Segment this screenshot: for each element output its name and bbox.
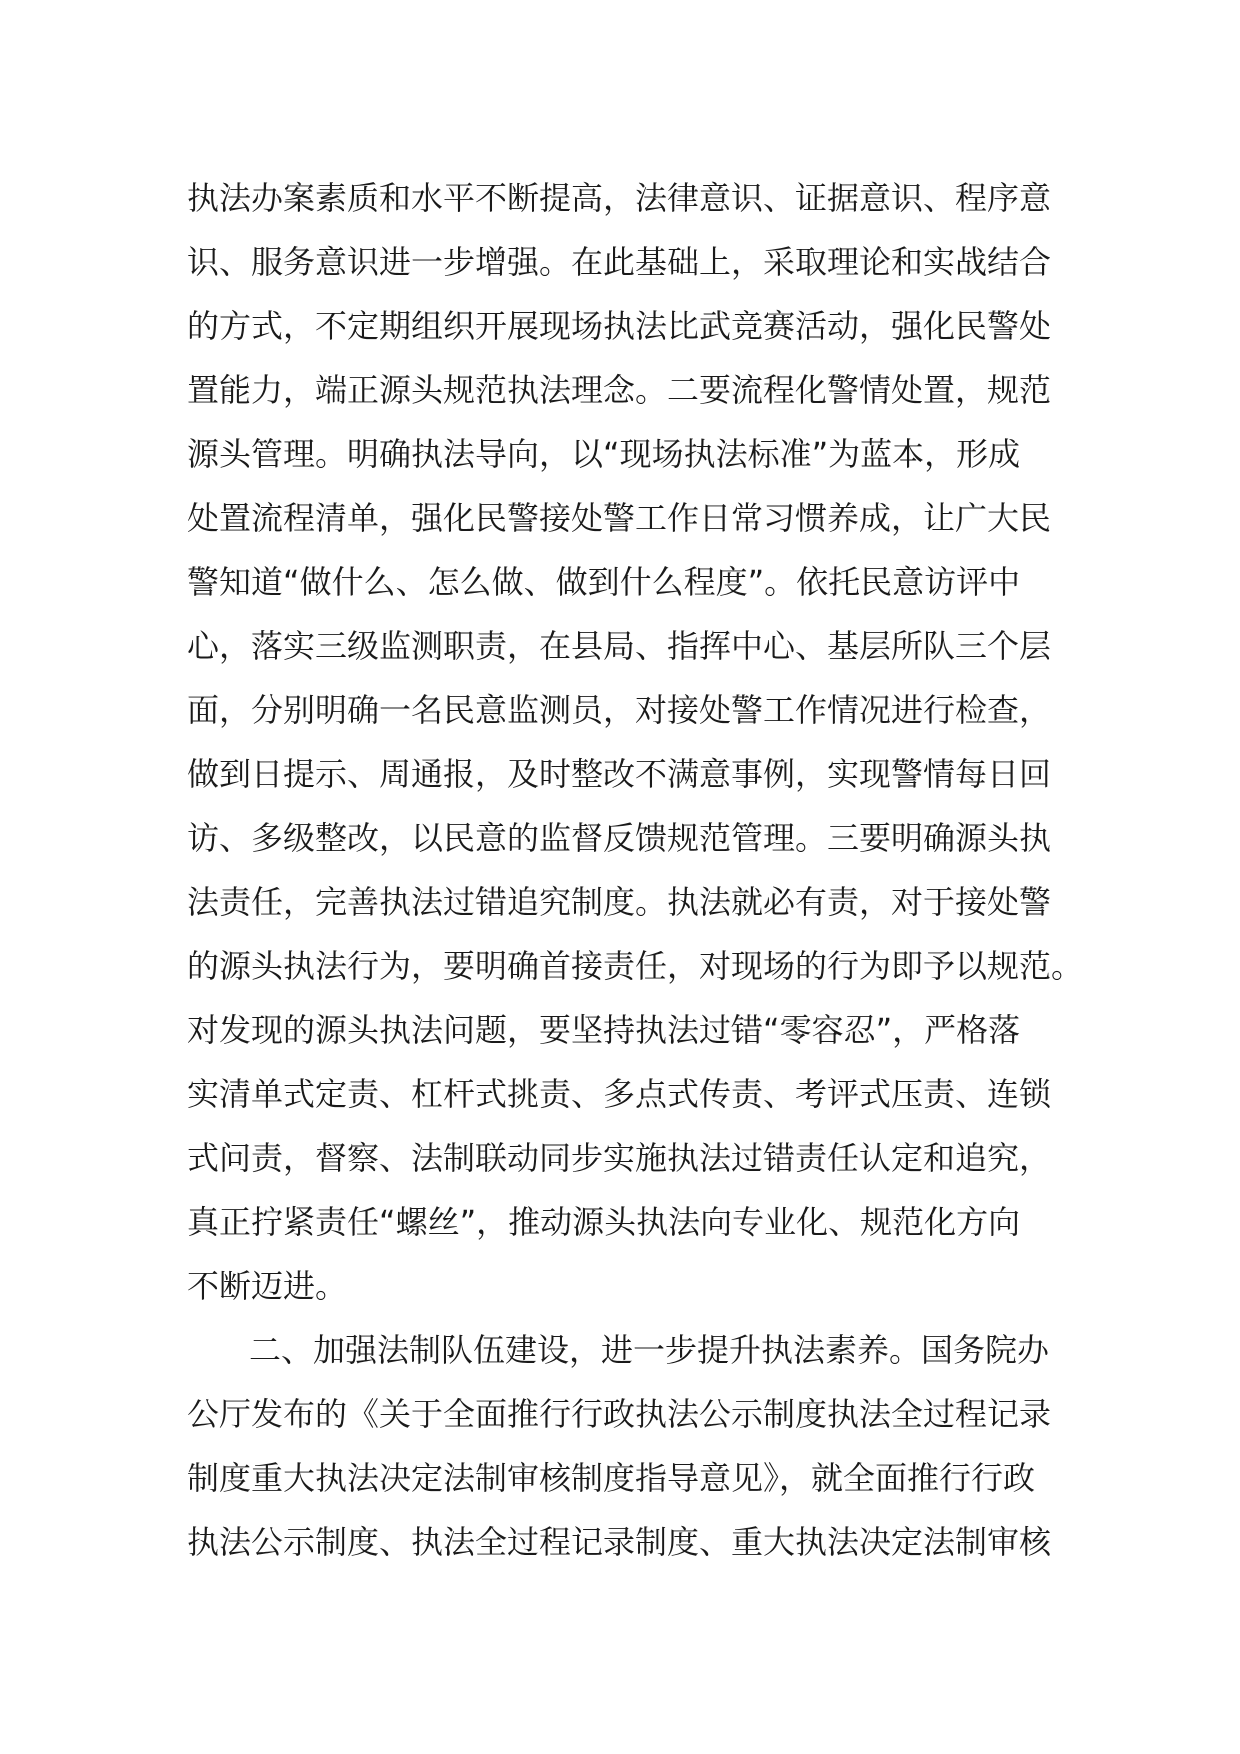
text-line-16: 式问责，督察、法制联动同步实施执法过错责任认定和追究， (187, 1139, 1052, 1177)
text-line-5: 源头管理。明确执法导向，以“现场执法标准”为蓝本，形成 (187, 435, 1021, 473)
text-line-2: 识、服务意识进一步增强。在此基础上，采取理论和实战结合 (187, 243, 1052, 281)
text-line-17: 真正拧紧责任“螺丝”，推动源头执法向专业化、规范化方向 (187, 1203, 1021, 1241)
text-line-4: 置能力，端正源头规范执法理念。二要流程化警情处置，规范 (187, 371, 1052, 409)
text-line-20: 公厅发布的《关于全面推行行政执法公示制度执法全过程记录 (187, 1395, 1052, 1433)
text-line-14: 对发现的源头执法问题，要坚持执法过错“零容忍”，严格落 (187, 1011, 1021, 1049)
text-line-22: 执法公示制度、执法全过程记录制度、重大执法决定法制审核 (187, 1523, 1052, 1561)
text-line-1: 执法办案素质和水平不断提高，法律意识、证据意识、程序意 (187, 179, 1052, 217)
text-line-12: 法责任，完善执法过错追究制度。执法就必有责，对于接处警 (187, 883, 1052, 921)
text-line-11: 访、多级整改，以民意的监督反馈规范管理。三要明确源头执 (187, 819, 1052, 857)
text-line-6: 处置流程清单，强化民警接处警工作日常习惯养成，让广大民 (187, 499, 1052, 537)
text-line-3: 的方式，不定期组织开展现场执法比武竞赛活动，强化民警处 (187, 307, 1052, 345)
text-line-7: 警知道“做什么、怎么做、做到什么程度”。依托民意访评中 (187, 563, 1021, 601)
text-line-10: 做到日提示、周通报，及时整改不满意事例，实现警情每日回 (187, 755, 1052, 793)
text-line-8: 心，落实三级监测职责，在县局、指挥中心、基层所队三个层 (187, 627, 1052, 665)
text-line-18: 不断迈进。 (187, 1267, 348, 1305)
text-line-15: 实清单式定责、杠杆式挑责、多点式传责、考评式压责、连锁 (187, 1075, 1052, 1113)
text-line-9: 面，分别明确一名民意监测员，对接处警工作情况进行检查， (187, 691, 1052, 729)
section-heading-line: 二、加强法制队伍建设，进一步提升执法素养。国务院办 (249, 1331, 1050, 1369)
body-text (187, 166, 1084, 1574)
text-line-13: 的源头执法行为，要明确首接责任，对现场的行为即予以规范。 (187, 947, 1084, 985)
text-line-21: 制度重大执法决定法制审核制度指导意见》，就全面推行行政 (187, 1459, 1036, 1497)
